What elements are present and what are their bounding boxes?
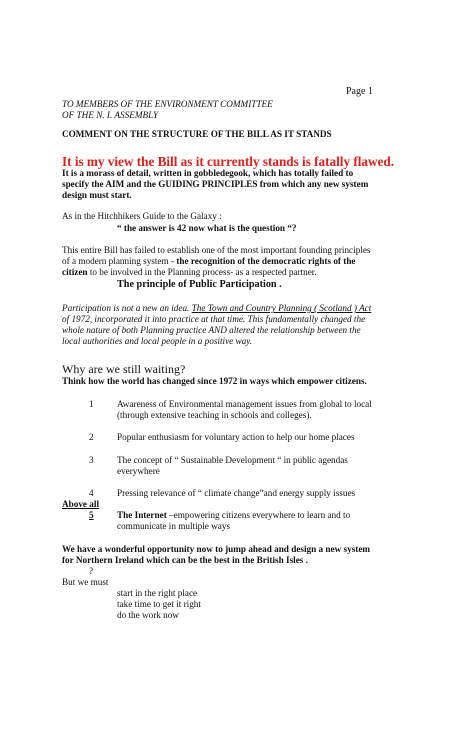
bill-failed-citizen: citizen — [62, 267, 88, 277]
list-number-1: 1 — [89, 399, 94, 409]
list-item-5-line-2: communicate in multiple ways — [117, 521, 231, 531]
must-item-3: do the work now — [117, 610, 180, 620]
bill-failed-line-2 — [62, 256, 356, 267]
waiting-title: Why are we still waiting? — [62, 362, 186, 376]
participation-line-1 — [62, 303, 371, 314]
opportunity-line-2: for Northern Ireland which can be the best in the British Isles . — [62, 555, 308, 565]
bill-failed-line-2a: of a modern planning system - — [62, 256, 177, 266]
question-mark: ? — [89, 566, 94, 576]
document-heading: COMMENT ON THE STRUCTURE OF THE BILL AS IT STANDS — [62, 129, 332, 139]
bill-failed-line-1: This entire Bill has failed to establish one of the most important founding principles — [62, 245, 371, 255]
must-item-1: start in the right place — [117, 588, 198, 598]
list-item-1-line-2: (through extensive teaching in schools and colleges). — [117, 410, 312, 420]
morass-line-2: specify the AIM and the GUIDING PRINCIPLES from which any new system — [62, 179, 369, 189]
list-item-3-line-2: everywhere — [117, 466, 160, 476]
bill-failed-line-2b: the recognition of the democratic rights of the — [176, 256, 356, 266]
internet-label: The Internet — [117, 510, 167, 520]
participation-line-3: whole nature of both Planning practice AND altered the relationship between the — [62, 325, 361, 335]
waiting-subtitle: Think how the world has changed since 1972 in ways which empower citizens. — [62, 376, 367, 386]
list-item-5-line-1 — [117, 510, 350, 521]
but-we-must: But we must — [62, 577, 109, 587]
bill-failed-line-3 — [62, 267, 317, 278]
list-number-3: 3 — [89, 455, 94, 465]
list-number-4: 4 — [89, 488, 94, 498]
page-label: Page 1 — [346, 86, 373, 97]
address-line-1: TO MEMBERS OF THE ENVIRONMENT COMMITTEE — [62, 99, 273, 109]
hitchhikers-quote: “ the answer is 42 now what is the question “? — [117, 223, 297, 233]
participation-line-1a: Participation is not a new an idea. — [62, 303, 192, 313]
morass-line-3: design must start. — [62, 190, 132, 200]
principle-line: The principle of Public Participation . — [117, 279, 282, 290]
bill-failed-line-3b: to be involved in the Planning process- as a respected partner. — [87, 267, 317, 277]
above-all-label: Above all — [62, 499, 100, 509]
list-number-2: 2 — [89, 432, 94, 442]
list-item-5-line-1b: –empowering citizens everywhere to learn and to — [166, 510, 351, 520]
hitchhikers-intro: As in the Hitchhikers Guide to the Galaxy : — [62, 211, 222, 221]
red-statement: It is my view the Bill as it currently stands is fatally flawed. — [62, 154, 394, 169]
list-number-5: 5 — [89, 510, 94, 520]
morass-line-1: It is a morass of detail, written in gobbledegook, which has totally failed to — [62, 168, 354, 178]
participation-line-2: of 1972, incorporated it into practice at that time. This fundamentally changed the — [62, 314, 366, 324]
opportunity-line-1: We have a wonderful opportunity now to jump ahead and design a new system — [62, 544, 371, 554]
list-item-3-line-1: The concept of “ Sustainable Development “ in public agendas — [117, 455, 348, 465]
must-item-2: take time to get it right — [117, 599, 201, 609]
participation-line-4: local authorities and local people in a positive way. — [62, 336, 253, 346]
scotland-act-ref: The Town and Country Planning ( Scotland ) Act — [191, 303, 372, 313]
list-item-4-line-1: Pressing relevance of “ climate change”and energy supply issues — [117, 488, 356, 498]
list-item-2-line-1: Popular enthusiasm for voluntary action to help our home places — [117, 432, 355, 442]
list-item-1-line-1: Awareness of Environmental management issues from global to local — [117, 399, 372, 409]
address-line-2: OF THE N. I. ASSEMBLY — [62, 110, 159, 120]
